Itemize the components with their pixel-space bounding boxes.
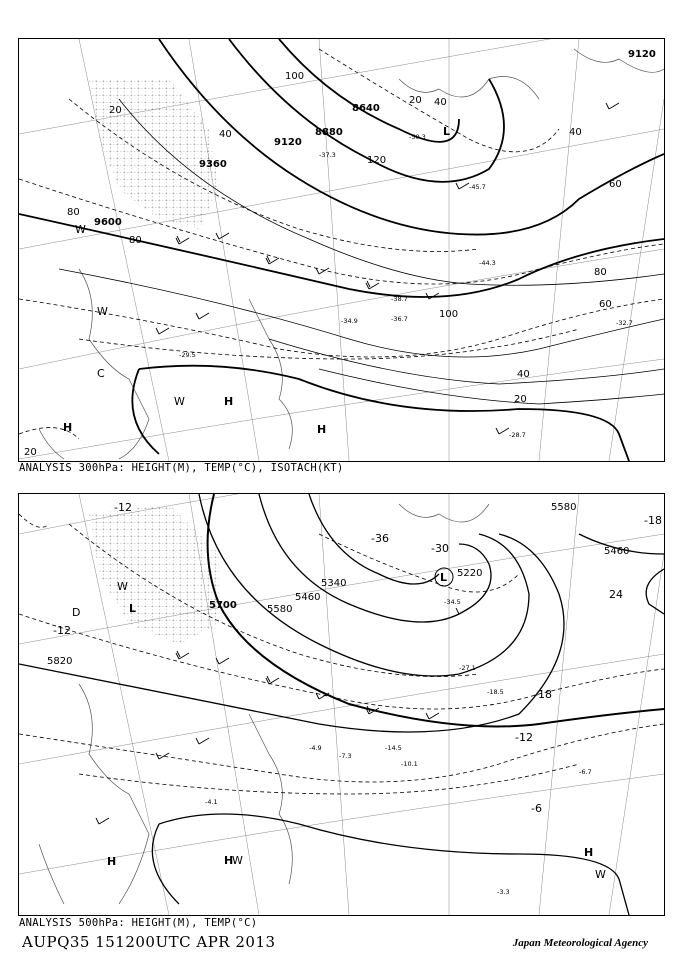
chart-500hpa-svg: [19, 494, 664, 915]
high-center: H: [224, 395, 234, 408]
svg-text:-34.5: -34.5: [444, 598, 461, 606]
cold-marker: D: [72, 606, 81, 619]
svg-text:80: 80: [594, 267, 607, 278]
warm-marker: W: [232, 854, 243, 867]
height-label: 8640: [352, 103, 380, 114]
warm-marker: W: [174, 395, 185, 408]
svg-text:100: 100: [439, 309, 459, 320]
svg-text:-32.7: -32.7: [616, 319, 633, 327]
svg-text:120: 120: [367, 155, 387, 166]
svg-text:-37.3: -37.3: [319, 151, 336, 159]
chart-300hpa-svg: [19, 39, 664, 461]
warm-marker: W: [97, 305, 108, 318]
svg-text:-14.5: -14.5: [385, 744, 402, 752]
svg-text:40: 40: [434, 97, 447, 108]
svg-text:-36.7: -36.7: [391, 315, 408, 323]
svg-text:40: 40: [569, 127, 582, 138]
low-center: L: [440, 571, 448, 584]
warm-marker: W: [75, 223, 86, 236]
svg-text:-18: -18: [534, 688, 552, 701]
height-label: 5460: [295, 592, 321, 603]
high-center: H: [584, 846, 594, 859]
svg-text:24: 24: [609, 588, 623, 601]
caption-300hpa: ANALYSIS 300hPa: HEIGHT(M), TEMP(°C), ISOTACH(KT): [19, 462, 344, 474]
svg-text:-29.5: -29.5: [179, 351, 196, 359]
svg-text:-6.7: -6.7: [579, 768, 592, 776]
height-label: 9120: [274, 137, 302, 148]
height-label: 5700: [209, 600, 237, 611]
height-label: 8880: [315, 127, 343, 138]
height-label: 5340: [321, 578, 347, 589]
svg-text:60: 60: [609, 179, 622, 190]
svg-text:-30: -30: [431, 542, 449, 555]
temp-values: [205, 598, 592, 896]
svg-text:-18: -18: [644, 514, 662, 527]
height-label: 5580: [267, 604, 293, 615]
svg-text:80: 80: [67, 207, 80, 218]
height-label: 9120: [628, 49, 656, 60]
chart-500hpa: [18, 493, 665, 916]
svg-text:20: 20: [24, 447, 37, 458]
svg-text:40: 40: [517, 369, 530, 380]
high-center: H: [317, 423, 327, 436]
bulletin-code: AUPQ35 151200UTC APR 2013: [22, 933, 276, 951]
svg-text:-18.5: -18.5: [487, 688, 504, 696]
svg-text:-34.9: -34.9: [341, 317, 358, 325]
warm-marker: W: [117, 580, 128, 593]
svg-text:-7.3: -7.3: [339, 752, 352, 760]
height-label: 5580: [551, 502, 577, 513]
cold-marker: C: [97, 367, 105, 380]
height-label: 9360: [199, 159, 227, 170]
svg-text:100: 100: [285, 71, 305, 82]
svg-text:80: 80: [129, 235, 142, 246]
svg-text:-38.7: -38.7: [391, 295, 408, 303]
svg-text:40: 40: [219, 129, 232, 140]
svg-text:20: 20: [109, 105, 122, 116]
svg-text:-12: -12: [53, 624, 71, 637]
svg-text:-44.3: -44.3: [479, 259, 496, 267]
caption-500hpa: ANALYSIS 500hPa: HEIGHT(M), TEMP(°C): [19, 917, 258, 929]
height-label: 5820: [47, 656, 73, 667]
height-label: 5460: [604, 546, 630, 557]
svg-text:-12: -12: [515, 731, 533, 744]
hatched-area: [89, 504, 219, 644]
agency-name: Japan Meteorological Agency: [512, 937, 648, 949]
svg-text:-28.7: -28.7: [509, 431, 526, 439]
height-label: 9600: [94, 217, 122, 228]
svg-text:-4.9: -4.9: [309, 744, 322, 752]
temp-values: [179, 133, 633, 439]
svg-text:-36: -36: [371, 532, 389, 545]
svg-text:-10.1: -10.1: [401, 760, 418, 768]
svg-text:-27.1: -27.1: [459, 664, 476, 672]
low-center: L: [443, 125, 451, 138]
svg-text:-4.1: -4.1: [205, 798, 218, 806]
svg-text:-12: -12: [114, 501, 132, 514]
height-label: 5220: [457, 568, 483, 579]
high-center: H: [107, 855, 117, 868]
svg-text:-45.7: -45.7: [469, 183, 486, 191]
svg-text:-50.3: -50.3: [409, 133, 426, 141]
svg-text:-3.3: -3.3: [497, 888, 510, 896]
chart-300hpa: [18, 38, 665, 462]
svg-text:20: 20: [514, 394, 527, 405]
warm-marker: W: [595, 868, 606, 881]
svg-text:20: 20: [409, 95, 422, 106]
svg-text:-6: -6: [531, 802, 542, 815]
svg-text:60: 60: [599, 299, 612, 310]
high-center: H: [224, 854, 234, 867]
low-center: L: [129, 602, 137, 615]
high-center: H: [63, 421, 73, 434]
